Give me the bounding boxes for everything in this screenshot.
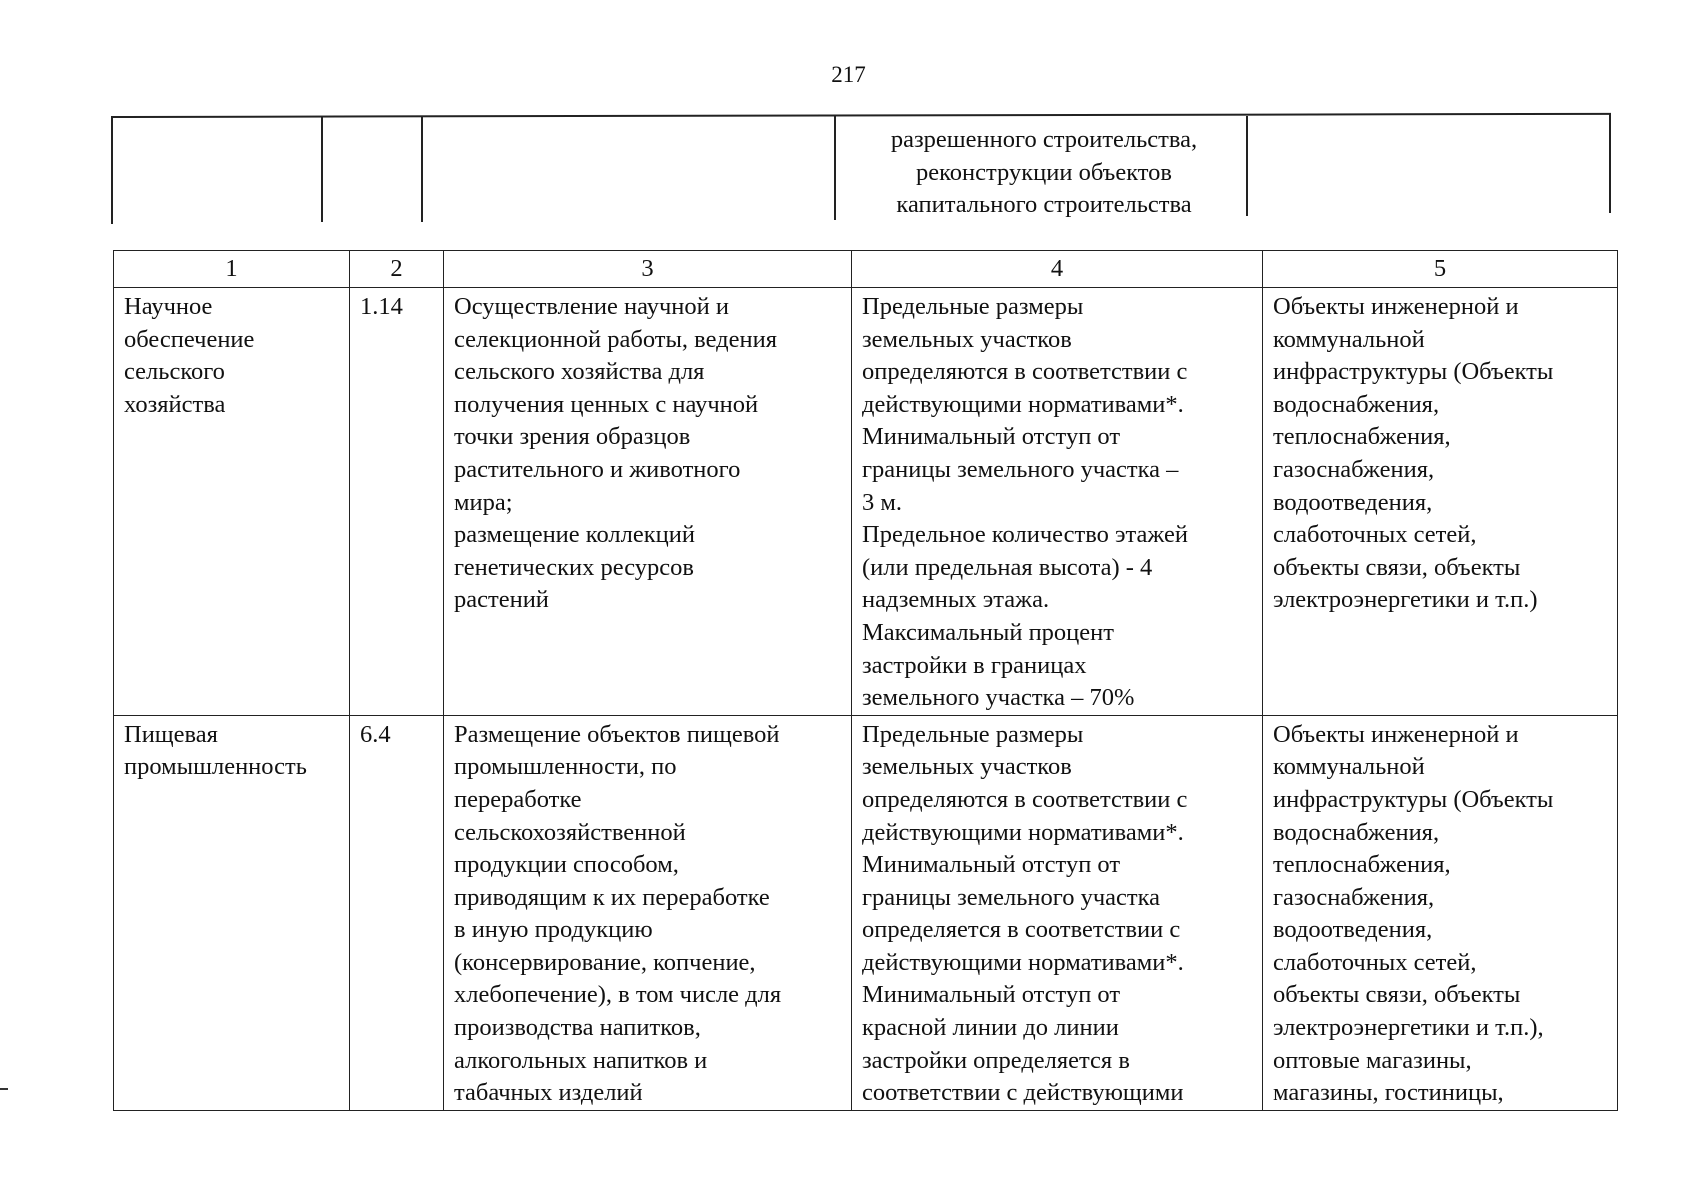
fragment-top-border (111, 113, 1611, 118)
fragment-col-line (421, 116, 423, 222)
page-number: 217 (831, 62, 866, 87)
use-type-parameters: Предельные размеры земельных участков определяются в соответствии с действующими нормативами*. Минимальный отступ от границы земельного участка определяется в соответствии с действующими нормативами*. Минимальный отступ от красной линии до линии застройки определяется в соответствии с действующими (852, 715, 1263, 1110)
use-type-name: Пищевая промышленность (114, 715, 350, 1110)
table-row (114, 715, 1618, 1110)
use-type-code: 6.4 (350, 715, 444, 1110)
use-type-auxiliary: Объекты инженерной и коммунальной инфраструктуры (Объекты водоснабжения, теплоснабжения, газоснабжения, водоотведения, слаботочных сетей, объекты связи, объекты электроэнергетики и т.п.), оптовые магазины, магазины, гостиницы, (1263, 715, 1618, 1110)
table-row (114, 288, 1618, 716)
zoning-table (113, 250, 1618, 1111)
use-type-description: Размещение объектов пищевой промышленности, по переработке сельскохозяйственной продукции способом, приводящим к их переработке в иную продукцию (консервирование, копчение, хлебопечение), в том числе для производства напитков, алкогольных напитков и табачных изделий (444, 715, 852, 1110)
fragment-col-line (321, 116, 323, 222)
column-header: 2 (350, 251, 444, 288)
use-type-name: Научное обеспечение сельского хозяйства (114, 288, 350, 716)
fragment-col-line (111, 116, 113, 224)
fragment-cell-text: разрешенного строительства, реконструкции объектов капитального строительства (890, 126, 1198, 218)
use-type-parameters: Предельные размеры земельных участков определяются в соответствии с действующими нормативами*. Минимальный отступ от границы земельного участка – 3 м. Предельное количество этажей (или предельная высота) - 4 надземных этажа. Максимальный процент застройки в границах земельного участка – 70% (852, 288, 1263, 716)
column-header: 5 (1263, 251, 1618, 288)
use-type-code: 1.14 (350, 288, 444, 716)
fragment-col-line (1609, 113, 1611, 213)
column-header: 1 (114, 251, 350, 288)
column-header: 3 (444, 251, 852, 288)
use-type-auxiliary: Объекты инженерной и коммунальной инфраструктуры (Объекты водоснабжения, теплоснабжения, газоснабжения, водоотведения, слаботочных сетей, объекты связи, объекты электроэнергетики и т.п.) (1263, 288, 1618, 716)
column-header: 4 (852, 251, 1263, 288)
previous-table-fragment (111, 116, 1611, 224)
table-header-row (114, 251, 1618, 288)
margin-mark (0, 1088, 8, 1090)
use-type-description: Осуществление научной и селекционной работы, ведения сельского хозяйства для получения ценных с научной точки зрения образцов растительного и животного мира; размещение коллекций генетических ресурсов растений (444, 288, 852, 716)
